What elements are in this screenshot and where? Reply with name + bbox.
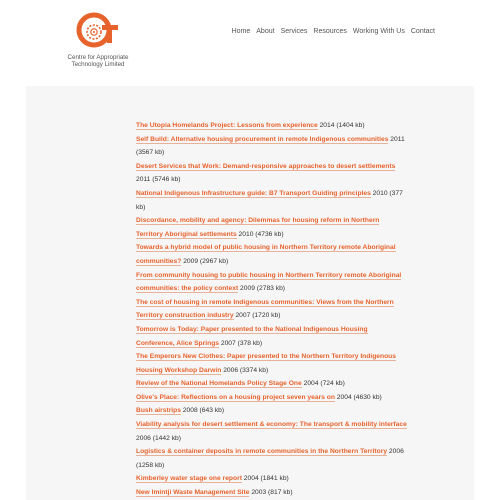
publication-item <box>136 241 408 268</box>
publication-item <box>136 133 408 160</box>
publication-list <box>136 119 408 500</box>
publication-item <box>136 269 408 296</box>
publication-item <box>136 404 408 418</box>
publication-meta: 2014 (1404 kb) <box>317 122 365 129</box>
publication-meta: 2011 (3567 kb) <box>136 135 405 157</box>
publication-item <box>136 119 408 133</box>
main-nav <box>232 28 435 35</box>
nav-item-working-with-us[interactable]: Working With Us <box>352 28 405 35</box>
nav-item-home[interactable]: Home <box>231 28 251 35</box>
brand-name-line2: Technology Limited <box>71 61 125 68</box>
publication-link[interactable]: The Emperors New Clothes: Paper presented to the Northern Territory Indigenous Housing Workshop Darwin <box>136 353 396 374</box>
publication-meta: 2010 (4736 kb) <box>236 230 284 238</box>
publication-meta: 2004 (4630 kb) <box>334 393 382 401</box>
brand-name <box>58 54 138 68</box>
publication-meta: 2010 (377 kb) <box>136 189 403 211</box>
publication-meta: 2006 (1442 kb) <box>136 434 181 442</box>
brand-name-line1: Centre for Appropriate <box>67 54 129 61</box>
publication-item <box>136 160 408 187</box>
nav-item-about[interactable]: About <box>256 28 275 35</box>
publication-meta: 2004 (1841 kb) <box>241 475 289 483</box>
site-logo[interactable] <box>58 10 138 68</box>
publication-meta: 2008 (643 kb) <box>180 407 225 415</box>
publication-link[interactable]: Olive's Place: Reflections on a housing project seven years on <box>136 393 335 401</box>
publication-item <box>136 187 408 214</box>
publication-link[interactable]: Towards a hybrid model of public housing in Northern Territory remote Aboriginal communities? <box>136 244 396 265</box>
publication-meta: 2003 (817 kb) <box>249 489 293 497</box>
publication-item <box>136 350 408 377</box>
publication-link[interactable]: The cost of housing in remote Indigenous communities: Views from the Northern Territory construction industry <box>136 298 394 320</box>
publication-link[interactable]: National Indigenous Infrastructure guide: B7 Transport Guiding principles <box>136 189 371 197</box>
publication-link[interactable]: The Utopia Homelands Project: Lessons from experience <box>136 122 318 129</box>
publication-link[interactable]: From community housing to public housing in Northern Territory remote Aboriginal communities: the policy context <box>136 271 402 293</box>
publication-item <box>136 418 408 445</box>
publication-meta: 2007 (1720 kb) <box>233 312 281 320</box>
publication-item <box>136 391 408 405</box>
publication-item <box>136 486 408 500</box>
nav-item-resources[interactable]: Resources <box>313 28 347 35</box>
publication-item <box>136 377 408 391</box>
publication-link[interactable]: Viability analysis for desert settlement & economy: The transport & mobility interface <box>136 421 407 429</box>
publication-link[interactable]: New Imintji Waste Management Site <box>136 489 250 497</box>
nav-item-services[interactable]: Services <box>280 28 308 35</box>
publication-item <box>136 472 408 486</box>
publication-link[interactable]: Discordance, mobility and agency: Dilemmas for housing reform in Northern Territory Aboriginal settlements <box>136 217 380 238</box>
publication-link[interactable]: Review of the National Homelands Policy Stage One <box>136 380 302 388</box>
publication-meta: 2007 (378 kb) <box>219 339 263 347</box>
publication-item <box>136 323 408 350</box>
publication-meta: 2004 (724 kb) <box>301 380 345 388</box>
publication-meta: 2009 (2967 kb) <box>181 257 229 265</box>
publication-link[interactable]: Desert Services that Work: Demand-responsive approaches to desert settlements <box>136 162 396 170</box>
publication-link[interactable]: Bush airstrips <box>136 407 181 415</box>
publication-link[interactable]: Logistics & container deposits in remote communities in the Northern Territory <box>136 448 388 456</box>
cat-logo-icon <box>76 10 120 50</box>
publication-item <box>136 214 408 241</box>
publication-meta: 2006 (1258 kb) <box>136 448 404 469</box>
publication-item <box>136 445 408 472</box>
publication-link[interactable]: Self Build: Alternative housing procurement in remote Indigenous communities <box>136 135 389 143</box>
publication-link[interactable]: Kimberley water stage one report <box>136 475 242 483</box>
publication-item <box>136 296 408 323</box>
publication-meta: 2006 (3374 kb) <box>221 366 269 374</box>
publication-meta: 2009 (2783 kb) <box>238 285 286 293</box>
publication-meta: 2011 (5746 kb) <box>136 176 181 184</box>
publication-link[interactable]: Tomorrow is Today: Paper presented to the National Indigenous Housing Conference, Alice Springs <box>136 325 368 347</box>
nav-item-contact[interactable]: Contact <box>410 28 435 35</box>
